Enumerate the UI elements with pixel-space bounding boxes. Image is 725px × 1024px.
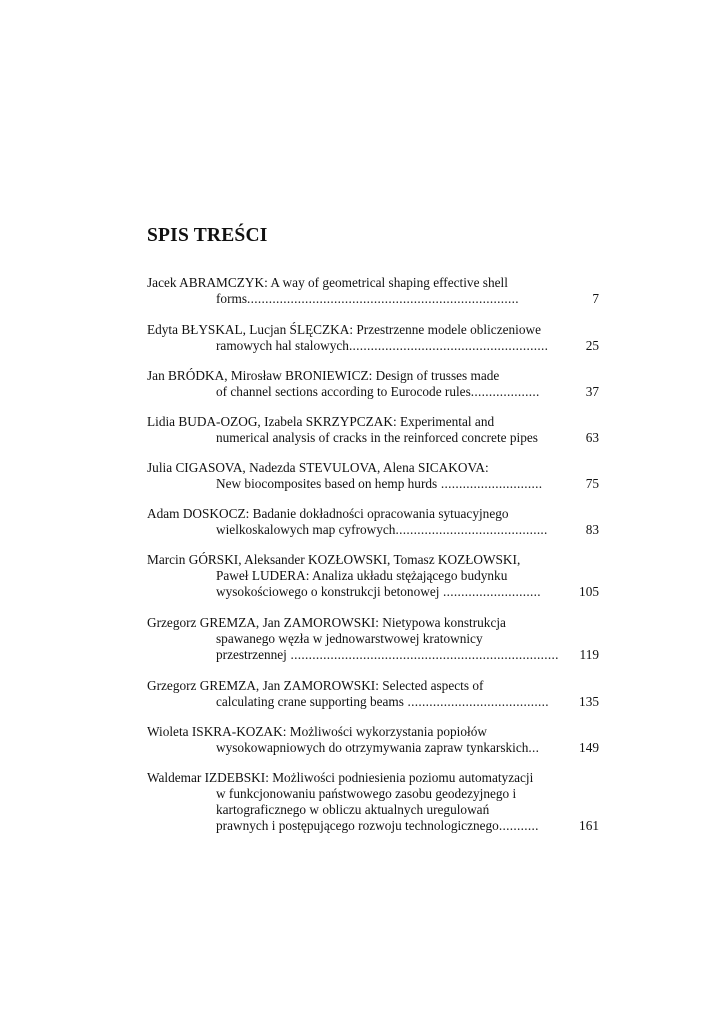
toc-entry[interactable] (147, 770, 607, 834)
toc-entry[interactable] (147, 615, 607, 663)
toc-entry-text: spawanego węzła w jednowarstwowej kratownicy (216, 631, 483, 646)
toc-entry-text: Paweł LUDERA: Analiza układu stężającego budynku (216, 568, 508, 583)
toc-entry-title-line (147, 291, 610, 307)
toc-entry[interactable] (147, 552, 607, 600)
toc-entry-text: wysokościowego o konstrukcji betonowej (216, 584, 440, 599)
toc-page-number: 63 (585, 430, 599, 445)
toc-leader-dots: .......................................... (395, 522, 548, 537)
toc-entry-title-line (147, 786, 607, 802)
toc-leader-dots: ................... (470, 384, 540, 399)
toc-page-number: 105 (579, 584, 599, 599)
toc-entry-text: Edyta BŁYSKAL, Lucjan ŚLĘCZKA: Przestrzenne modele obliczeniowe (147, 322, 541, 337)
toc-entry-text: Adam DOSKOCZ: Badanie dokładności opracowania sytuacyjnego (147, 506, 509, 521)
toc-entry-authors (147, 275, 607, 291)
toc-entry-title-line (147, 522, 610, 538)
toc-entry-authors (147, 678, 607, 694)
toc-entry-title-line (147, 430, 610, 446)
toc-entry-text: Grzegorz GREMZA, Jan ZAMOROWSKI: Nietypowa konstrukcja (147, 615, 506, 630)
toc-page-number: 7 (592, 291, 599, 306)
toc-leader-dots: ... (528, 740, 540, 755)
toc-entry[interactable] (147, 460, 607, 492)
toc-entry-text: Wioleta ISKRA-KOZAK: Możliwości wykorzystania popiołów (147, 724, 487, 739)
toc-entry-title-line (147, 568, 607, 584)
toc-entry-text: przestrzennej (216, 647, 287, 662)
toc-leader-dots: ....................................................... (348, 338, 549, 353)
toc-entry-authors (147, 460, 607, 476)
toc-leader-dots: ............................ (437, 476, 543, 491)
toc-entry-text: Waldemar IZDEBSKI: Możliwości podniesienia poziomu automatyzacji (147, 770, 534, 785)
toc-entry-title-line (147, 694, 610, 710)
toc-entry[interactable] (147, 724, 607, 756)
toc-entry-title-line (147, 476, 610, 492)
toc-entry[interactable] (147, 368, 607, 400)
toc-entry-text: ramowych hal stalowych (216, 338, 349, 353)
toc-leader-dots: ....................................... (403, 694, 549, 709)
toc-entry-authors (147, 506, 607, 522)
toc-entry-title-line (147, 740, 610, 756)
toc-entry-authors (147, 724, 607, 740)
toc-page-number: 119 (579, 647, 599, 662)
toc-entry-text: calculating crane supporting beams (216, 694, 404, 709)
toc-entry-text: New biocomposites based on hemp hurds (216, 476, 438, 491)
toc-entry-text: Julia CIGASOVA, Nadezda STEVULOVA, Alena SICAKOVA: (147, 460, 489, 475)
toc-entry-title-line (147, 384, 610, 400)
toc-entry[interactable] (147, 322, 607, 354)
toc-leader-dots: ........................... (439, 584, 541, 599)
toc-entry-authors (147, 414, 607, 430)
toc-entry-title-line (147, 647, 610, 663)
toc-page-number: 37 (585, 384, 599, 399)
toc-entry-text: of channel sections according to Eurocode rules (216, 384, 471, 399)
toc-entry-text: wysokowapniowych do otrzymywania zapraw tynkarskich (216, 740, 529, 755)
toc-page-number: 75 (585, 476, 599, 491)
toc-entry-title-line (147, 584, 610, 600)
toc-entry-authors (147, 322, 607, 338)
toc-leader-dots: .......................................................................... (286, 647, 559, 662)
toc-leader-dots: ........... (498, 818, 539, 833)
toc-entry[interactable] (147, 414, 607, 446)
toc-entry-title-line (147, 338, 610, 354)
toc-entry[interactable] (147, 678, 607, 710)
toc-entry-title-line (147, 631, 607, 647)
toc-entry-title-line (147, 802, 607, 818)
toc-page-number: 135 (579, 694, 599, 709)
toc-entry-text: kartograficznego w obliczu aktualnych uregulowań (216, 802, 490, 817)
toc-entry-authors (147, 368, 607, 384)
toc-page-number: 25 (585, 338, 599, 353)
toc-entry-authors (147, 770, 607, 786)
toc-entry-text: numerical analysis of cracks in the reinforced concrete pipes (216, 430, 538, 445)
toc-page-number: 161 (579, 818, 599, 833)
toc-entry-text: prawnych i postępującego rozwoju technologicznego (216, 818, 499, 833)
toc-entry-text: Lidia BUDA-OZOG, Izabela SKRZYPCZAK: Experimental and (147, 414, 495, 429)
toc-page-number: 149 (579, 740, 599, 755)
toc-page-number: 83 (585, 522, 599, 537)
toc-entry-text: w funkcjonowaniu państwowego zasobu geodezyjnego i (216, 786, 517, 801)
toc-entry-text: wielkoskalowych map cyfrowych (216, 522, 396, 537)
toc-entry[interactable] (147, 506, 607, 538)
toc-entry[interactable] (147, 275, 607, 307)
toc-leader-dots: ........................................................................... (247, 291, 519, 306)
toc-entry-text: Jan BRÓDKA, Mirosław BRONIEWICZ: Design of trusses made (147, 368, 500, 383)
toc-entry-text: Marcin GÓRSKI, Aleksander KOZŁOWSKI, Tomasz KOZŁOWSKI, (147, 552, 521, 567)
toc-entry-text: Jacek ABRAMCZYK: A way of geometrical shaping effective shell (147, 275, 508, 290)
toc-entry-authors (147, 552, 607, 568)
page-title: SPIS TREŚCI (147, 225, 268, 246)
toc-entry-authors (147, 615, 607, 631)
toc-entry-text: forms (216, 291, 248, 306)
toc-entry-text: Grzegorz GREMZA, Jan ZAMOROWSKI: Selected aspects of (147, 678, 484, 693)
toc-entry-title-line (147, 818, 610, 834)
